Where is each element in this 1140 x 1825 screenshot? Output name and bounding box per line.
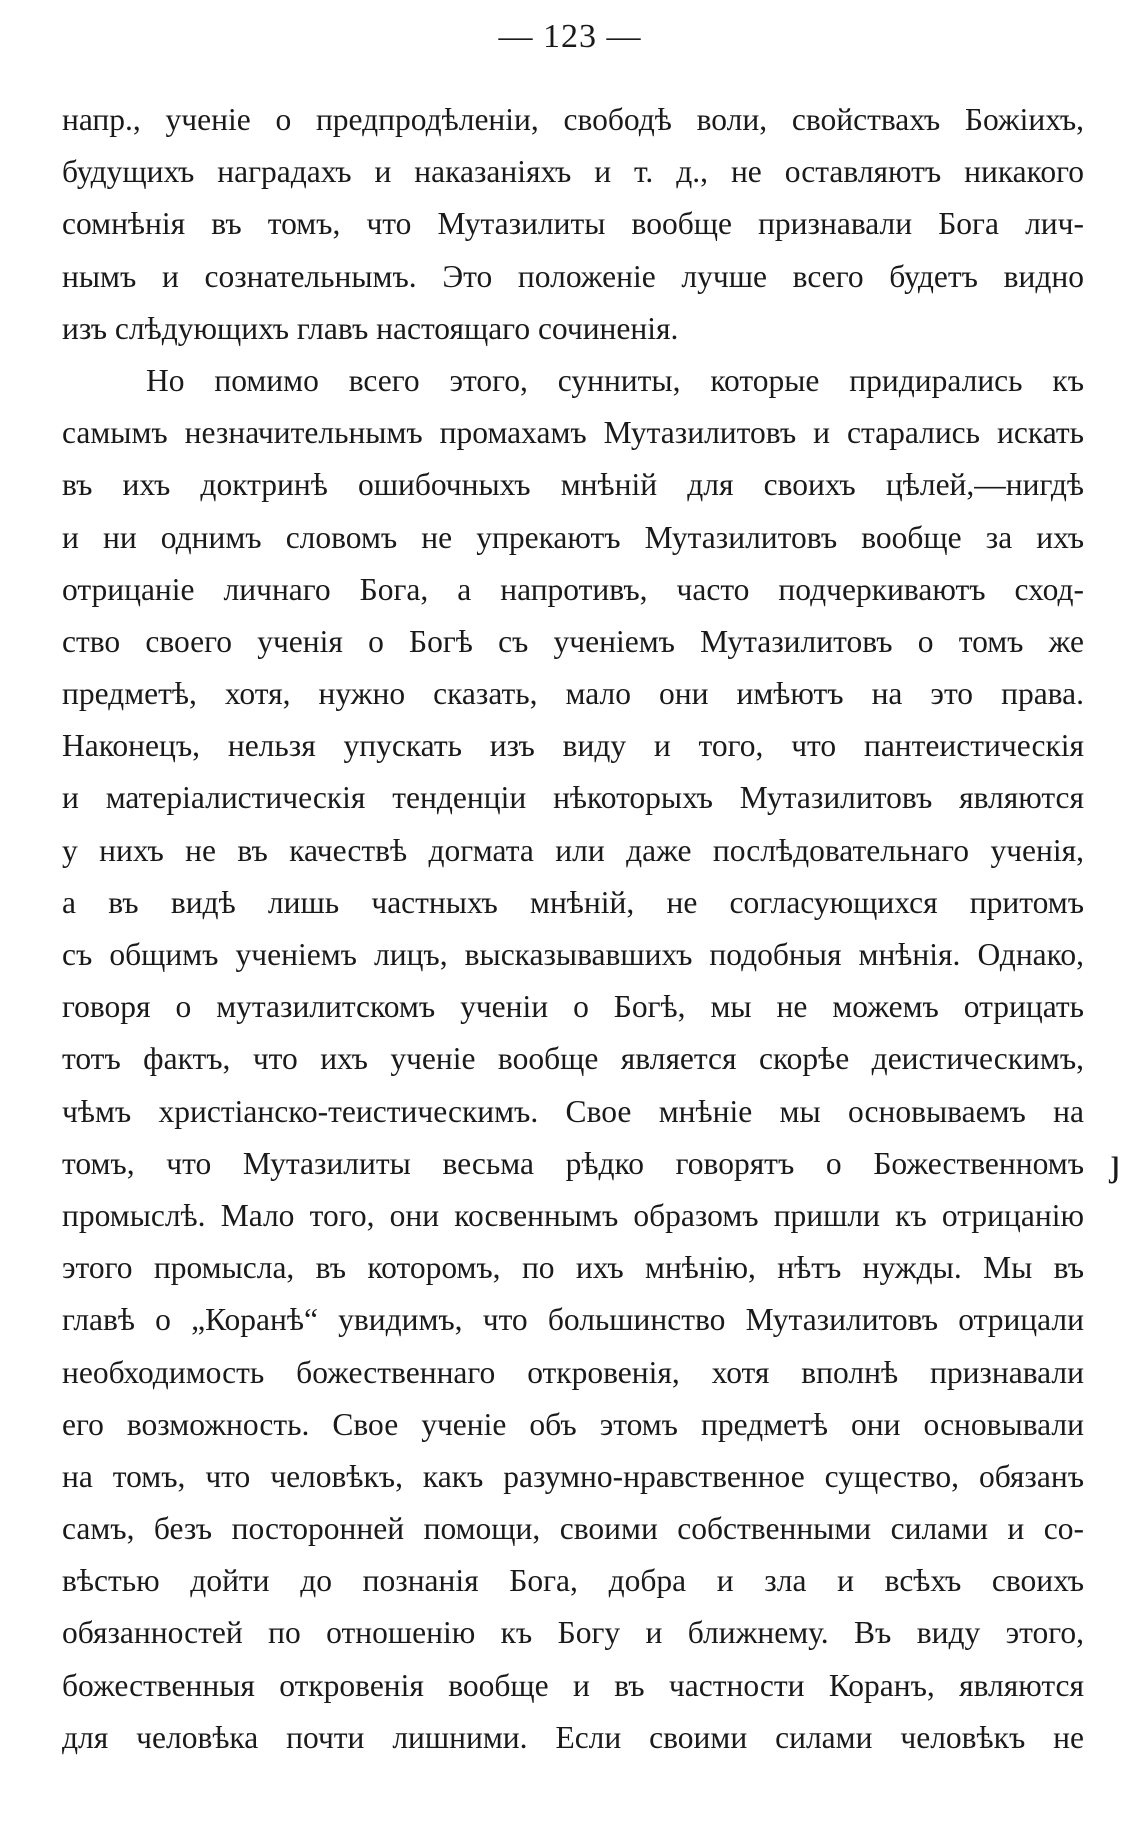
- text-line: ство своего ученія о Богѣ съ ученіемъ Мутазилитовъ о томъ же: [62, 623, 1084, 659]
- text-line: самымъ незначительнымъ промахамъ Мутазилитовъ и старались искать: [62, 415, 1084, 451]
- margin-mark: ȷ: [1110, 1139, 1122, 1184]
- body-text: [62, 94, 1084, 1764]
- text-line: сомнѣнія въ томъ, что Мутазилиты вообще признавали Бога лич-: [62, 206, 1084, 242]
- text-line: чѣмъ христіанско-теистическимъ. Свое мнѣніе мы основываемъ на: [62, 1093, 1084, 1129]
- text-line: божественныя откровенія вообще и въ частности Коранъ, являются: [62, 1667, 1084, 1703]
- text-line: томъ, что Мутазилиты весьма рѣдко говорятъ о Божественномъ: [62, 1145, 1084, 1181]
- text-line: необходимость божественнаго откровенія, хотя вполнѣ признавали: [62, 1354, 1084, 1390]
- text-line: будущихъ наградахъ и наказаніяхъ и т. д., не оставляютъ никакого: [62, 154, 1084, 190]
- text-line: тотъ фактъ, что ихъ ученіе вообще является скорѣе деистическимъ,: [62, 1041, 1084, 1077]
- text-line: вѣстью дойти до познанія Бога, добра и зла и всѣхъ своихъ: [62, 1563, 1084, 1599]
- text-line: Но помимо всего этого, сунниты, которые придирались къ: [146, 362, 1084, 398]
- text-line: самъ, безъ посторонней помощи, своими собственными силами и со-: [62, 1511, 1084, 1547]
- text-line: напр., ученіе о предпродѣленіи, свободѣ воли, свойствахъ Божіихъ,: [62, 102, 1084, 137]
- text-line: на томъ, что человѣкъ, какъ разумно-нравственное существо, обязанъ: [62, 1458, 1084, 1494]
- text-line: отрицаніе личнаго Бога, а напротивъ, часто подчеркиваютъ сход-: [62, 571, 1084, 607]
- text-line: изъ слѣдующихъ главъ настоящаго сочиненія.: [62, 310, 679, 346]
- text-line: и матеріалистическія тенденціи нѣкоторыхъ Мутазилитовъ являются: [62, 780, 1084, 816]
- text-line: этого промысла, въ которомъ, по ихъ мнѣнію, нѣтъ нужды. Мы въ: [62, 1250, 1084, 1286]
- text-line: говоря о мутазилитскомъ ученіи о Богѣ, мы не можемъ отрицать: [62, 989, 1084, 1025]
- text-line: промыслѣ. Мало того, они косвеннымъ образомъ пришли къ отрицанію: [62, 1197, 1084, 1233]
- text-line: для человѣка почти лишними. Если своими силами человѣкъ не: [62, 1719, 1084, 1755]
- text-line: у нихъ не въ качествѣ догмата или даже послѣдовательнаго ученія,: [62, 832, 1084, 868]
- text-line: обязанностей по отношенію къ Богу и ближнему. Въ виду этого,: [62, 1615, 1084, 1651]
- text-line: предметѣ, хотя, нужно сказать, мало они имѣютъ на это права.: [62, 676, 1084, 712]
- text-line: нымъ и сознательнымъ. Это положеніе лучше всего будетъ видно: [62, 258, 1084, 294]
- page-number: — 123 —: [498, 18, 642, 55]
- text-line: главѣ о „Коранѣ“ увидимъ, что большинство Мутазилитовъ отрицали: [62, 1302, 1084, 1338]
- text-line: его возможность. Свое ученіе объ этомъ предметѣ они основывали: [62, 1406, 1084, 1442]
- text-line: а въ видѣ лишь частныхъ мнѣній, не согласующихся притомъ: [62, 884, 1084, 920]
- text-line: въ ихъ доктринѣ ошибочныхъ мнѣній для своихъ цѣлей,—нигдѣ: [62, 467, 1084, 503]
- text-line: съ общимъ ученіемъ лицъ, высказывавшихъ подобныя мнѣнія. Однако,: [62, 937, 1084, 972]
- text-line: Наконецъ, нельзя упускать изъ виду и того, что пантеистическія: [62, 728, 1084, 764]
- text-line: и ни однимъ словомъ не упрекаютъ Мутазилитовъ вообще за ихъ: [62, 519, 1084, 555]
